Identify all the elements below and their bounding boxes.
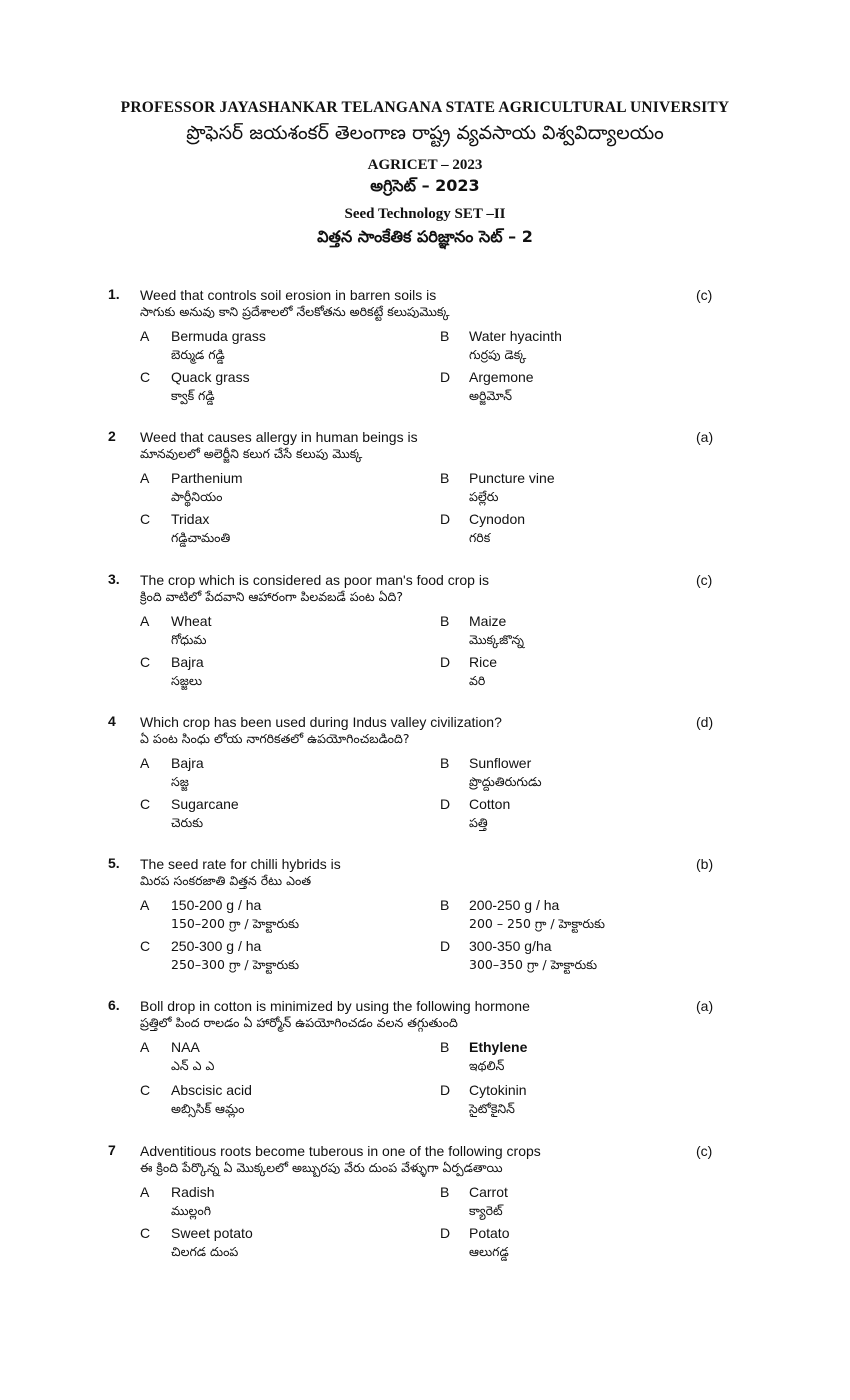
answer-key: (d) bbox=[696, 714, 714, 730]
option-text-telugu: గడ్డిచామంతి bbox=[171, 530, 231, 545]
question-text-telugu: క్రింది వాటిలో పేదవాని ఆహారంగా పిలవబడే పంట ఏది? bbox=[140, 589, 403, 604]
question-number: 6. bbox=[108, 997, 120, 1013]
option-text-telugu: 200 – 250 గ్రా / హెక్టారుకు bbox=[469, 916, 605, 931]
option-text-english: Tridax bbox=[171, 511, 210, 527]
question-text-english: The seed rate for chilli hybrids is bbox=[140, 856, 341, 872]
set-title-english: Seed Technology SET –II bbox=[344, 206, 506, 222]
question-text-english: The crop which is considered as poor man's food crop is bbox=[140, 572, 489, 588]
option-text-telugu: పత్తి bbox=[469, 815, 488, 830]
question-number: 7 bbox=[108, 1142, 116, 1158]
university-name-english: PROFESSOR JAYASHANKAR TELANGANA STATE AGRICULTURAL UNIVERSITY bbox=[120, 99, 730, 116]
option-letter: B bbox=[440, 613, 450, 629]
option-text-english: Bermuda grass bbox=[171, 328, 266, 344]
answer-key: (a) bbox=[696, 429, 714, 445]
option-text-english: Ethylene bbox=[469, 1039, 528, 1055]
option-text-english: Bajra bbox=[171, 654, 204, 670]
question-text-telugu: సాగుకు అనువు కాని ప్రదేశాలలో నేలకోతను అరికట్టే కలుపుమొక్క bbox=[140, 304, 450, 319]
option-text-english: Bajra bbox=[171, 755, 204, 771]
option-letter: A bbox=[140, 613, 150, 629]
option-letter: C bbox=[140, 1082, 151, 1098]
option-text-english: 250-300 g / ha bbox=[171, 938, 262, 954]
option-letter: D bbox=[440, 654, 451, 670]
option-letter: D bbox=[440, 1225, 451, 1241]
option-letter: B bbox=[440, 1039, 450, 1055]
option-letter: B bbox=[440, 1184, 450, 1200]
option-text-telugu: క్యారెట్ bbox=[469, 1203, 503, 1218]
option-letter: A bbox=[140, 897, 150, 913]
option-text-telugu: పల్లేరు bbox=[469, 489, 499, 504]
option-text-english: Rice bbox=[469, 654, 498, 670]
option-letter: D bbox=[440, 938, 451, 954]
exam-title-telugu: అగ్రిసెట్ – 2023 bbox=[370, 176, 480, 195]
university-name-telugu: ప్రొఫెసర్ జయశంకర్ తెలంగాణ రాష్ట్ర వ్యవసాయ విశ్వవిద్యాలయం bbox=[186, 122, 664, 144]
option-letter: B bbox=[440, 755, 450, 771]
question-number: 3. bbox=[108, 571, 120, 587]
answer-key: (c) bbox=[696, 287, 713, 303]
option-letter: A bbox=[140, 1039, 150, 1055]
option-text-english: Cotton bbox=[469, 796, 511, 812]
option-letter: B bbox=[440, 897, 450, 913]
option-letter: C bbox=[140, 511, 151, 527]
option-text-telugu: గరిక bbox=[469, 530, 491, 545]
option-text-english: Carrot bbox=[469, 1184, 508, 1200]
answer-key: (a) bbox=[696, 998, 714, 1014]
option-text-telugu: ఆలుగడ్డ bbox=[469, 1244, 509, 1259]
option-letter: A bbox=[140, 1184, 150, 1200]
question-text-english: Adventitious roots become tuberous in one of the following crops bbox=[140, 1143, 541, 1159]
option-text-english: NAA bbox=[171, 1039, 200, 1055]
question-text-telugu: మిరప సంకరజాతి విత్తన రేటు ఎంత bbox=[140, 873, 312, 888]
option-text-telugu: మొక్కజొన్న bbox=[469, 632, 525, 647]
option-letter: D bbox=[440, 1082, 451, 1098]
option-text-english: Argemone bbox=[469, 369, 534, 385]
document-header bbox=[0, 98, 850, 249]
option-text-english: Water hyacinth bbox=[469, 328, 562, 344]
option-text-telugu: ప్రొద్దుతిరుగుడు bbox=[469, 774, 542, 789]
option-letter: C bbox=[140, 654, 151, 670]
option-text-english: Sweet potato bbox=[171, 1225, 253, 1241]
option-text-telugu: గోధుమ bbox=[171, 632, 207, 647]
answer-key: (c) bbox=[696, 1143, 713, 1159]
option-text-telugu: గుర్రపు డెక్క bbox=[469, 347, 527, 362]
option-text-english: Maize bbox=[469, 613, 507, 629]
option-text-telugu: వరి bbox=[469, 673, 486, 688]
option-text-telugu: అర్జిమోన్ bbox=[469, 388, 512, 403]
option-letter: C bbox=[140, 1225, 151, 1241]
option-letter: A bbox=[140, 328, 150, 344]
option-text-telugu: పార్థీనియం bbox=[171, 489, 223, 504]
question-text-english: Boll drop in cotton is minimized by using the following hormone bbox=[140, 998, 530, 1014]
exam-title-english: AGRICET – 2023 bbox=[367, 157, 483, 173]
option-text-english: 150-200 g / ha bbox=[171, 897, 262, 913]
option-text-telugu: 250–300 గ్రా / హెక్టారుకు bbox=[171, 957, 300, 972]
question-text-telugu: ఈ క్రింది పేర్కొన్న ఏ మొక్కలలో అబ్బురపు వేరు దుంప వేళ్ళుగా ఏర్పడతాయి bbox=[140, 1160, 503, 1175]
answer-key: (b) bbox=[696, 856, 714, 872]
option-text-english: Parthenium bbox=[171, 470, 243, 486]
option-text-telugu: 300–350 గ్రా / హెక్టారుకు bbox=[469, 957, 598, 972]
option-letter: B bbox=[440, 470, 450, 486]
option-text-english: 200-250 g / ha bbox=[469, 897, 560, 913]
question-text-english: Weed that causes allergy in human beings is bbox=[140, 429, 418, 445]
option-letter: B bbox=[440, 328, 450, 344]
option-text-telugu: సజ్జ bbox=[171, 774, 189, 789]
option-text-english: Puncture vine bbox=[469, 470, 555, 486]
option-letter: D bbox=[440, 796, 451, 812]
option-text-english: Wheat bbox=[171, 613, 212, 629]
question-number: 2 bbox=[108, 428, 116, 444]
set-title-telugu: విత్తన సాంకేతిక పరిజ్ఞానం సెట్ – 2 bbox=[317, 227, 533, 246]
answer-key: (c) bbox=[696, 572, 713, 588]
option-text-telugu: అబ్సిసిక్ ఆమ్లం bbox=[171, 1101, 245, 1116]
question-text-english: Weed that controls soil erosion in barren soils is bbox=[140, 287, 437, 303]
option-text-telugu: బెర్ముడ గడ్డి bbox=[171, 347, 225, 362]
option-letter: D bbox=[440, 511, 451, 527]
option-text-telugu: 150–200 గ్రా / హెక్టారుకు bbox=[171, 916, 300, 931]
option-letter: A bbox=[140, 470, 150, 486]
option-text-english: Potato bbox=[469, 1225, 510, 1241]
question-number: 5. bbox=[108, 855, 120, 871]
option-text-english: Sunflower bbox=[469, 755, 532, 771]
question-number: 4 bbox=[108, 713, 116, 729]
question-number: 1. bbox=[108, 286, 120, 302]
option-text-english: Radish bbox=[171, 1184, 215, 1200]
option-letter: C bbox=[140, 938, 151, 954]
option-letter: C bbox=[140, 369, 151, 385]
question-text-telugu: ఏ పంట సింధు లోయ నాగరికతలో ఉపయోగించబడింది? bbox=[140, 731, 410, 746]
question-text-english: Which crop has been used during Indus valley civilization? bbox=[140, 714, 502, 730]
option-text-telugu: సైటోకైనిన్ bbox=[469, 1101, 515, 1116]
option-text-english: Cynodon bbox=[469, 511, 526, 527]
option-letter: D bbox=[440, 369, 451, 385]
option-text-english: 300-350 g/ha bbox=[469, 938, 552, 954]
option-text-english: Quack grass bbox=[171, 369, 250, 385]
question-text-telugu: మానవులలో అలెర్జీని కలుగ చేసే కలుపు మొక్క bbox=[140, 446, 363, 461]
option-text-telugu: ముల్లంగి bbox=[171, 1203, 212, 1218]
option-letter: A bbox=[140, 755, 150, 771]
option-letter: C bbox=[140, 796, 151, 812]
option-text-telugu: సజ్జలు bbox=[171, 673, 203, 688]
option-text-telugu: చిలగడ దుంప bbox=[171, 1244, 239, 1259]
option-text-english: Abscisic acid bbox=[171, 1082, 252, 1098]
option-text-telugu: ఎన్ ఎ ఎ bbox=[171, 1058, 215, 1073]
option-text-english: Cytokinin bbox=[469, 1082, 527, 1098]
option-text-telugu: ఇథలిన్ bbox=[469, 1058, 505, 1073]
question-text-telugu: ప్రత్తిలో పింద రాలడం ఏ హార్మోన్ ఉపయోగించడం వలన తగ్గుతుంది bbox=[140, 1015, 458, 1030]
option-text-telugu: క్వాక్ గడ్డి bbox=[171, 388, 215, 403]
option-text-english: Sugarcane bbox=[171, 796, 239, 812]
option-text-telugu: చెరుకు bbox=[171, 815, 204, 830]
